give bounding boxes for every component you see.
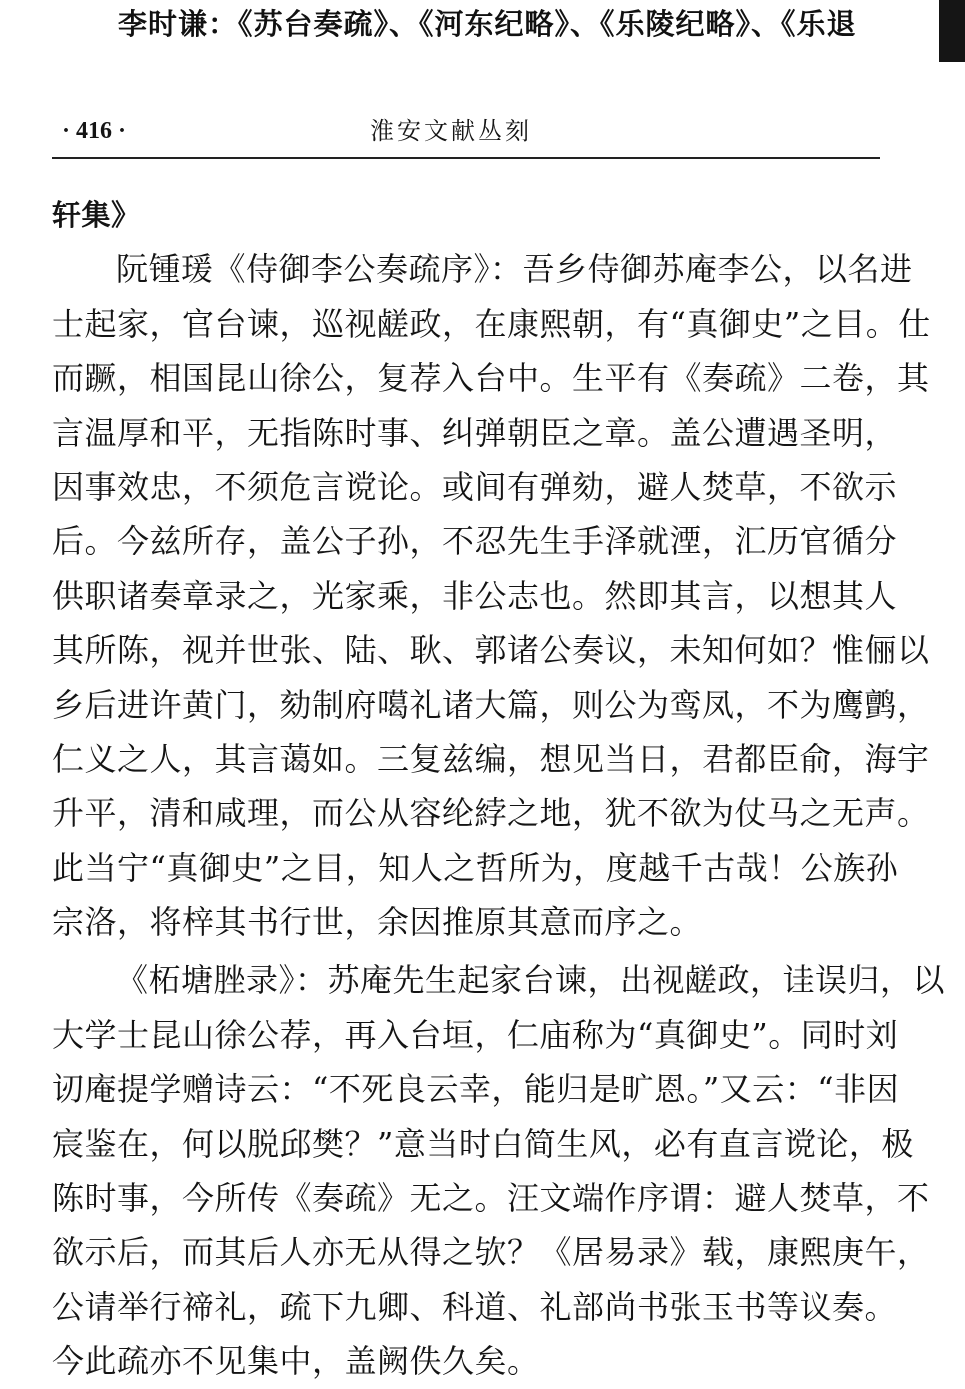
text-line: 后。今兹所存，盖公子孙，不忍先生手泽就湮，汇历官循分 [52,522,898,561]
text-line: 宸鉴在，何以脱邱樊？”意当时白简生风，必有直言谠论，极 [52,1124,914,1163]
article-title: 李时谦：《苏台奏疏》、《河东纪略》、《乐陵纪略》、《乐退 [118,7,857,41]
text-line: 供职诸奏章录之，光家乘，非公志也。然即其言，以想其人 [52,576,898,615]
text-line: 陈时事，今所传《奏疏》无之。汪文端作序谓：避人焚草，不 [52,1179,930,1218]
text-line: 而蹶，相国昆山徐公，复荐入台中。生平有《奏疏》二卷，其 [52,359,930,398]
text-line: 讱庵提学赠诗云：“不死良云幸，能归是旷恩。”又云：“非因 [52,1070,900,1109]
text-line: 此当宁“真御史”之目，知人之哲所为，度越千古哉！公族孙 [52,848,899,887]
text-line: 欲示后，而其后人亦无从得之欤？《居易录》载，康熙庚午， [52,1233,930,1272]
text-line: 轩集》 [52,198,141,232]
text-line: 今此疏亦不见集中，盖阙佚久矣。 [52,1342,540,1381]
header-divider [52,157,880,159]
text-line: 乡后进许黄门，劾制府噶礼诸大篇，则公为鸾凤，不为鹰鹯， [52,685,930,724]
scan-edge-shadow [939,0,965,62]
text-line: 士起家，官台谏，巡视鹾政，在康熙朝，有“真御史”之目。仕 [52,304,931,343]
text-line: 仁义之人，其言蔼如。三复兹编，想见当日，君都臣俞，海宇 [52,739,930,778]
text-line: 升平，清和咸理，而公从容纶綍之地，犹不欲为仗马之无声。 [52,794,930,833]
running-header [52,110,880,158]
text-line: 因事效忠，不须危言谠论。或间有弹劾，避人焚草，不欲示 [52,467,898,506]
text-line: 言温厚和平，无指陈时事、纠弹朝臣之章。盖公遭遇圣明， [52,413,898,452]
text-line: 大学士昆山徐公荐，再入台垣，仁庙称为“真御史”。同时刘 [52,1015,899,1054]
text-line: 阮锺瑗《侍御李公奏疏序》：吾乡侍御苏庵李公，以名进 [116,250,913,289]
text-line: 宗洛，将梓其书行世，余因推原其意而序之。 [52,903,703,942]
text-line: 公请举行禘礼，疏下九卿、科道、礼部尚书张玉书等议奏。 [52,1287,898,1326]
text-line: 其所陈，视并世张、陆、耿、郭诸公奏议，未知何如？惟俪以 [52,631,930,670]
page-number: · 416 · [62,118,127,144]
text-line: 《柘塘脞录》：苏庵先生起家台谏，出视鹾政，诖误归，以 [116,961,946,1000]
book-title: 淮安文献丛刻 [370,117,532,145]
body-text [52,188,946,1389]
